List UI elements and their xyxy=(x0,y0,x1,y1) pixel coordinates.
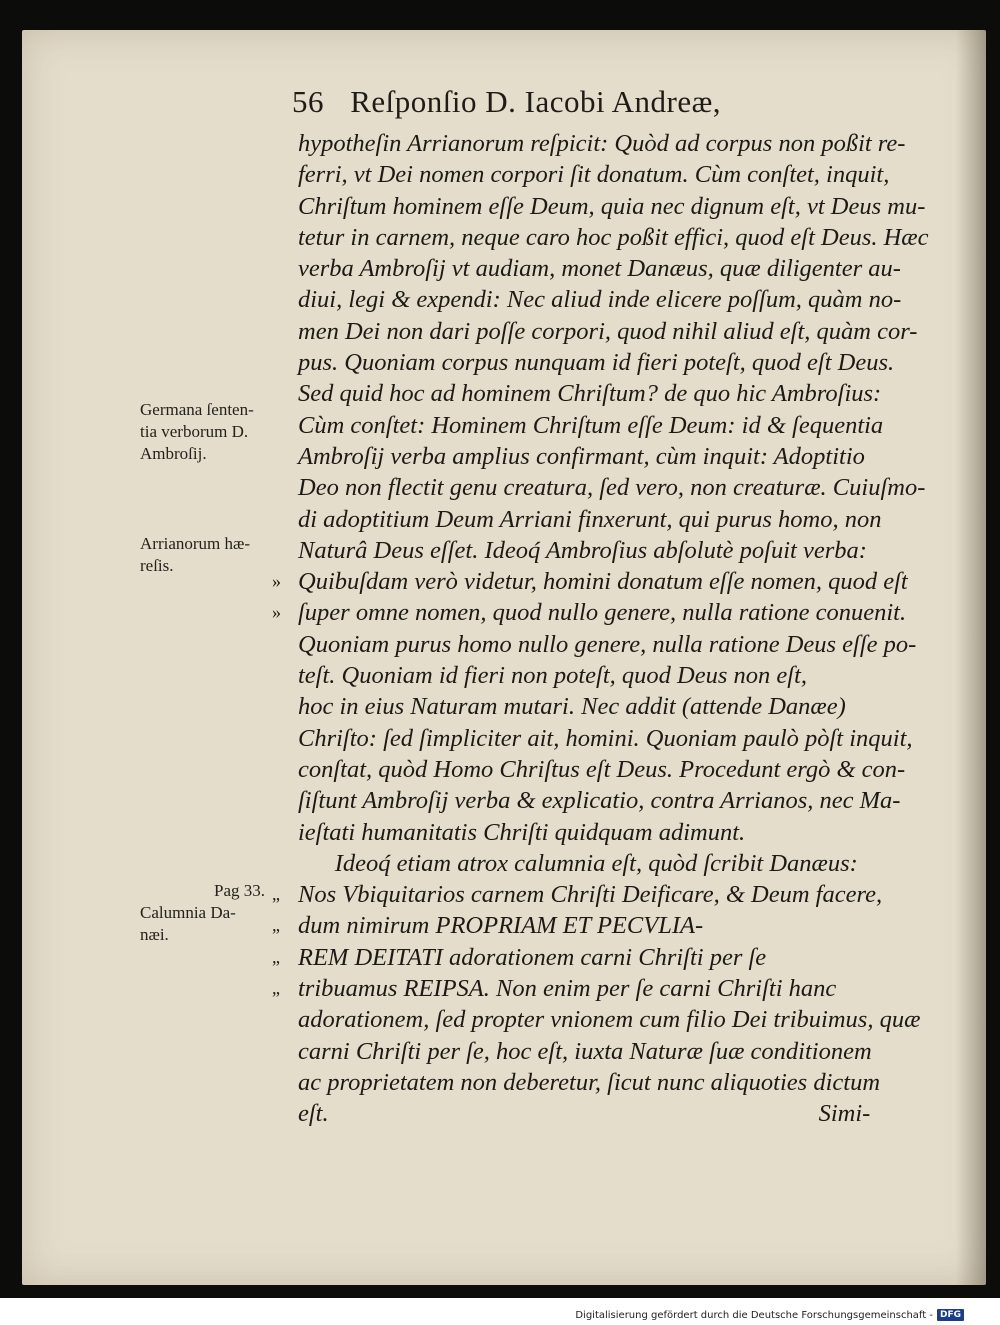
quotation-marker: „ xyxy=(272,884,280,905)
text-line-content: ieſtati humanitatis Chriſti quidquam adimunt. xyxy=(298,818,746,846)
margin-note-line: Pag 33. xyxy=(214,881,265,900)
margin-note-line: næi. xyxy=(140,925,169,944)
margin-note-line: Arrianorum hæ- xyxy=(140,534,251,553)
quotation-marker: » xyxy=(272,571,281,592)
text-line-content: dum nimirum PROPRIAM ET PECVLIA- xyxy=(298,912,704,940)
margin-note-arrianorum xyxy=(140,533,290,577)
page-header xyxy=(292,84,721,120)
text-line xyxy=(298,253,928,284)
quotation-marker: » xyxy=(272,602,281,623)
text-line xyxy=(298,691,928,722)
text-line xyxy=(298,848,928,879)
margin-note-germana xyxy=(140,399,290,465)
text-line-content: hoc in eius Naturam mutari. Nec addit (attende Danæe) xyxy=(298,693,846,721)
text-line xyxy=(298,629,928,660)
text-line-content: Quibuſdam verò videtur, homini donatum eſſe nomen, quod eſt xyxy=(298,568,908,596)
text-line xyxy=(298,410,928,441)
text-line xyxy=(298,159,928,190)
dfg-logo: DFG xyxy=(937,1309,964,1321)
margin-note-calumnia xyxy=(140,880,290,946)
text-line-content: ſuper omne nomen, quod nullo genere, nulla ratione conuenit. xyxy=(298,599,907,627)
text-line xyxy=(272,910,928,941)
text-line-content: Ambroſij verba amplius confirmant, cùm inquit: Adoptitio xyxy=(298,442,865,470)
text-line xyxy=(298,316,928,347)
text-line-content: Chriſtum hominem eſſe Deum, quia nec dignum eſt, vt Deus mu- xyxy=(298,192,926,220)
text-line xyxy=(298,472,928,503)
text-line xyxy=(298,785,928,816)
margin-note-line: Ambroſij. xyxy=(140,444,207,463)
text-line-content: Naturâ Deus eſſet. Ideoq́ Ambroſius abſolutè poſuit verba: xyxy=(298,536,867,564)
text-line-content: conſtat, quòd Homo Chriſtus eſt Deus. Procedunt ergò & con- xyxy=(298,755,906,783)
text-line-content: teſt. Quoniam id fieri non poteſt, quod Deus non eſt, xyxy=(298,662,808,690)
text-line-content: men Dei non dari poſſe corpori, quod nihil aliud eſt, quàm cor- xyxy=(298,317,918,345)
text-line xyxy=(298,754,928,785)
margin-note-line: reſis. xyxy=(140,556,174,575)
text-line xyxy=(298,441,928,472)
footer-credit xyxy=(575,1309,964,1321)
text-line xyxy=(298,817,928,848)
margin-note-line: Calumnia Da- xyxy=(140,903,236,922)
text-line-content: Nos Vbiquitarios carnem Chriſti Deificare, & Deum facere, xyxy=(298,881,883,909)
text-line-content: tetur in carnem, neque caro hoc poßit effici, quod eſt Deus. Hæc xyxy=(298,223,929,251)
text-line xyxy=(272,973,928,1004)
text-line xyxy=(298,378,928,409)
text-line xyxy=(272,879,928,910)
text-line-content: ferri, vt Dei nomen corpori ſit donatum. Cùm conſtet, inquit, xyxy=(298,161,890,189)
text-line xyxy=(298,504,928,535)
main-text-block xyxy=(272,128,929,1130)
text-line-content: verba Ambroſij vt audiam, monet Danæus, quæ diligenter au- xyxy=(298,255,901,283)
text-line xyxy=(298,660,928,691)
text-line-content: tribuamus REIPSA. Non enim per ſe carni Chriſti hanc xyxy=(298,975,837,1003)
text-line-content: ac proprietatem non deberetur, ſicut nunc aliquoties dictum xyxy=(298,1068,881,1096)
text-line xyxy=(298,1004,928,1035)
text-line xyxy=(272,566,928,597)
text-line xyxy=(298,535,928,566)
text-line-content: di adoptitium Deum Arriani finxerunt, qui purus homo, non xyxy=(298,505,882,533)
footer-text: Digitalisierung gefördert durch die Deutsche Forschungsgemeinschaft - xyxy=(575,1309,933,1321)
quotation-marker: „ xyxy=(272,978,280,999)
text-line xyxy=(298,1098,928,1129)
text-line-content: adorationem, ſed propter vnionem cum filio Dei tribuimus, quæ xyxy=(298,1006,921,1034)
text-line-content: hypotheſin Arrianorum reſpicit: Quòd ad corpus non poßit re- xyxy=(298,130,906,157)
text-line-content: Deo non flectit genu creatura, ſed vero, non creaturæ. Cuiuſmo- xyxy=(298,474,926,502)
text-line xyxy=(298,347,928,378)
text-line xyxy=(272,942,928,973)
text-line-content: ſiſtunt Ambroſij verba & explicatio, contra Arrianos, nec Ma- xyxy=(298,787,901,815)
text-line-content: REM DEITATI adorationem carni Chriſti per ſe xyxy=(298,943,767,971)
text-line-content: Quoniam purus homo nullo genere, nulla ratione Deus eſſe po- xyxy=(298,630,917,658)
text-line-content: Sed quid hoc ad hominem Chriſtum? de quo hic Ambroſius: xyxy=(298,380,882,408)
text-line xyxy=(298,222,928,253)
text-line xyxy=(298,284,928,315)
quotation-marker: „ xyxy=(272,946,280,967)
quotation-marker: „ xyxy=(272,915,280,936)
text-line-content: pus. Quoniam corpus nunquam id fieri poteſt, quod eſt Deus. xyxy=(298,349,895,377)
running-title: Reſponſio D. Iacobi Andreæ, xyxy=(350,84,722,119)
text-line xyxy=(298,1036,928,1067)
text-line xyxy=(298,191,928,222)
text-line-content: Cùm conſtet: Hominem Chriſtum eſſe Deum: id & ſequentia xyxy=(298,411,884,439)
text-line-content: eſt. Simi- xyxy=(298,1100,871,1128)
text-line-content: Ideoq́ etiam atrox calumnia eſt, quòd ſcribit Danæus: xyxy=(298,849,858,877)
text-line xyxy=(298,128,928,159)
text-line xyxy=(298,723,928,754)
page-spine-shadow xyxy=(956,30,986,1285)
text-line-content: carni Chriſti per ſe, hoc eſt, iuxta Naturæ ſuæ conditionem xyxy=(298,1037,872,1065)
text-line xyxy=(272,597,928,628)
margin-note-line: tia verborum D. xyxy=(140,422,249,441)
text-line-content: diui, legi & expendi: Nec aliud inde elicere poſſum, quàm no- xyxy=(298,286,902,314)
text-line-content: Chriſto: ſed ſimpliciter ait, homini. Quoniam paulò pòſt inquit, xyxy=(298,724,913,752)
text-line xyxy=(298,1067,928,1098)
page-number: 56 xyxy=(292,84,324,119)
margin-note-line: Germana ſenten- xyxy=(140,400,254,419)
